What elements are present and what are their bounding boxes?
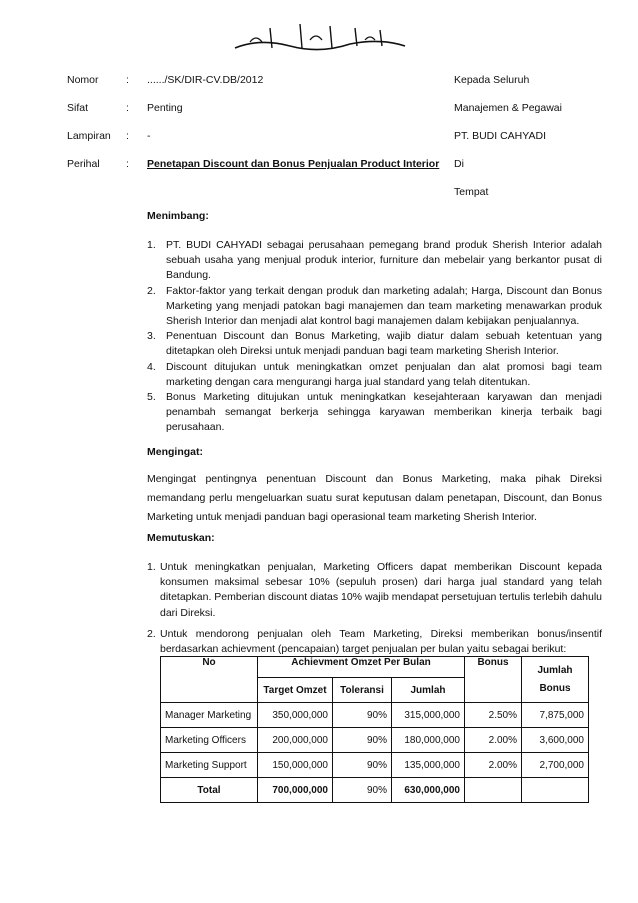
memutuskan-list <box>147 560 602 657</box>
menimbang-list <box>147 238 602 436</box>
th-bonus: Bonus <box>465 657 522 703</box>
header-value-lampiran: - <box>147 130 151 142</box>
header-label-sifat: Sifat <box>67 102 89 114</box>
table-total-row: Total 700,000,000 90% 630,000,000 <box>161 778 589 803</box>
list-item: 1. PT. BUDI CAHYADI sebagai perusahaan pemegang brand produk Sherish Interior adalah sebuah usaha yang menjual produk interior, furniture dan mebelair yang berkantor pusat di Bandung. <box>147 239 602 282</box>
header-label-lampiran: Lampiran <box>67 130 111 142</box>
mengingat-paragraph: Mengingat pentingnya penentuan Discount dan Bonus Marketing, maka pihak Direksi memandang perlu mengeluarkan suatu surat keputusan dalam penetapan, Discount, dan Bonus Marketing untuk menjadi panduan bagi operasional team marketing Sherish Interior. <box>147 473 602 523</box>
th-no: No <box>161 657 258 703</box>
basmalah-calligraphy <box>230 18 410 58</box>
header-label-perihal: Perihal <box>67 158 100 170</box>
recipient-line-4: Di <box>454 158 464 170</box>
menimbang-title: Menimbang: <box>147 210 209 222</box>
table-row: Manager Marketing 350,000,000 90% 315,000,000 2.50% 7,875,000 <box>161 703 589 728</box>
header-colon: : <box>126 130 129 142</box>
recipient-line-1: Kepada Seluruh <box>454 74 530 86</box>
recipient-line-5: Tempat <box>454 186 489 198</box>
th-achievement: Achievment Omzet Per Bulan <box>258 657 465 678</box>
th-jumlah: Jumlah <box>392 678 465 703</box>
list-item: 2. Faktor-faktor yang terkait dengan produk dan marketing adalah; Harga, Discount dan Bonus Marketing yang menjadi patokan bagi manajemen dan team marketing menawarkan produk Sherish Interior dan menjadi alat kontrol bagi manajemen dalam kebijakan penjualannya. <box>147 284 602 328</box>
header-value-perihal: Penetapan Discount dan Bonus Penjualan Product Interior <box>147 158 440 170</box>
header-colon: : <box>126 158 129 170</box>
header-colon: : <box>126 102 129 114</box>
header-value-sifat: Penting <box>147 102 183 114</box>
list-item: 5. Bonus Marketing ditujukan untuk meningkatkan kesejahteraan karyawan dan menjadi penambah semangat berkerja sehingga karyawan memberikan kinerja terbaik bagi perusahaan. <box>147 391 602 434</box>
mengingat-title: Mengingat: <box>147 446 203 458</box>
th-jumlah-bonus: Jumlah Bonus <box>522 657 589 703</box>
recipient-line-3: PT. BUDI CAHYADI <box>454 130 546 142</box>
list-item: 3. Penentuan Discount dan Bonus Marketing, wajib diatur dalam sebuah ketentuan yang ditetapkan oleh Direksi untuk menjadi panduan bagi team marketing Sherish Interior. <box>147 330 602 358</box>
header-value-nomor: ....../SK/DIR-CV.DB/2012 <box>147 74 264 86</box>
header-label-nomor: Nomor <box>67 74 99 86</box>
table-row: Marketing Officers 200,000,000 90% 180,000,000 2.00% 3,600,000 <box>161 728 589 753</box>
list-item: 2. Untuk mendorong penjualan oleh Team Marketing, Direksi memberikan bonus/insentif berdasarkan achievment (pencapaian) target penjualan per bulan yaitu sebagai berikut: <box>147 627 602 656</box>
recipient-line-2: Manajemen & Pegawai <box>454 102 562 114</box>
header-colon: : <box>126 74 129 86</box>
bonus-table <box>160 656 589 803</box>
list-item: 4. Discount ditujukan untuk meningkatkan omzet penjualan dan alat promosi bagi team marketing dengan cara mengurangi harga jual standard yang telah ditentukan. <box>147 360 602 388</box>
table-row: Marketing Support 150,000,000 90% 135,000,000 2.00% 2,700,000 <box>161 753 589 778</box>
th-toleransi: Toleransi <box>333 678 392 703</box>
list-item: 1. Untuk meningkatkan penjualan, Marketing Officers dapat memberikan Discount kepada konsumen maksimal sebesar 10% (sepuluh prosen) dari harga jual standard yang telah ditetapkan. Pemberian discount diatas 10% wajib mendapat persetujuan tertulis terlebih dahulu dari Direksi. <box>147 561 602 619</box>
th-target: Target Omzet <box>258 678 333 703</box>
memutuskan-title: Memutuskan: <box>147 532 215 544</box>
